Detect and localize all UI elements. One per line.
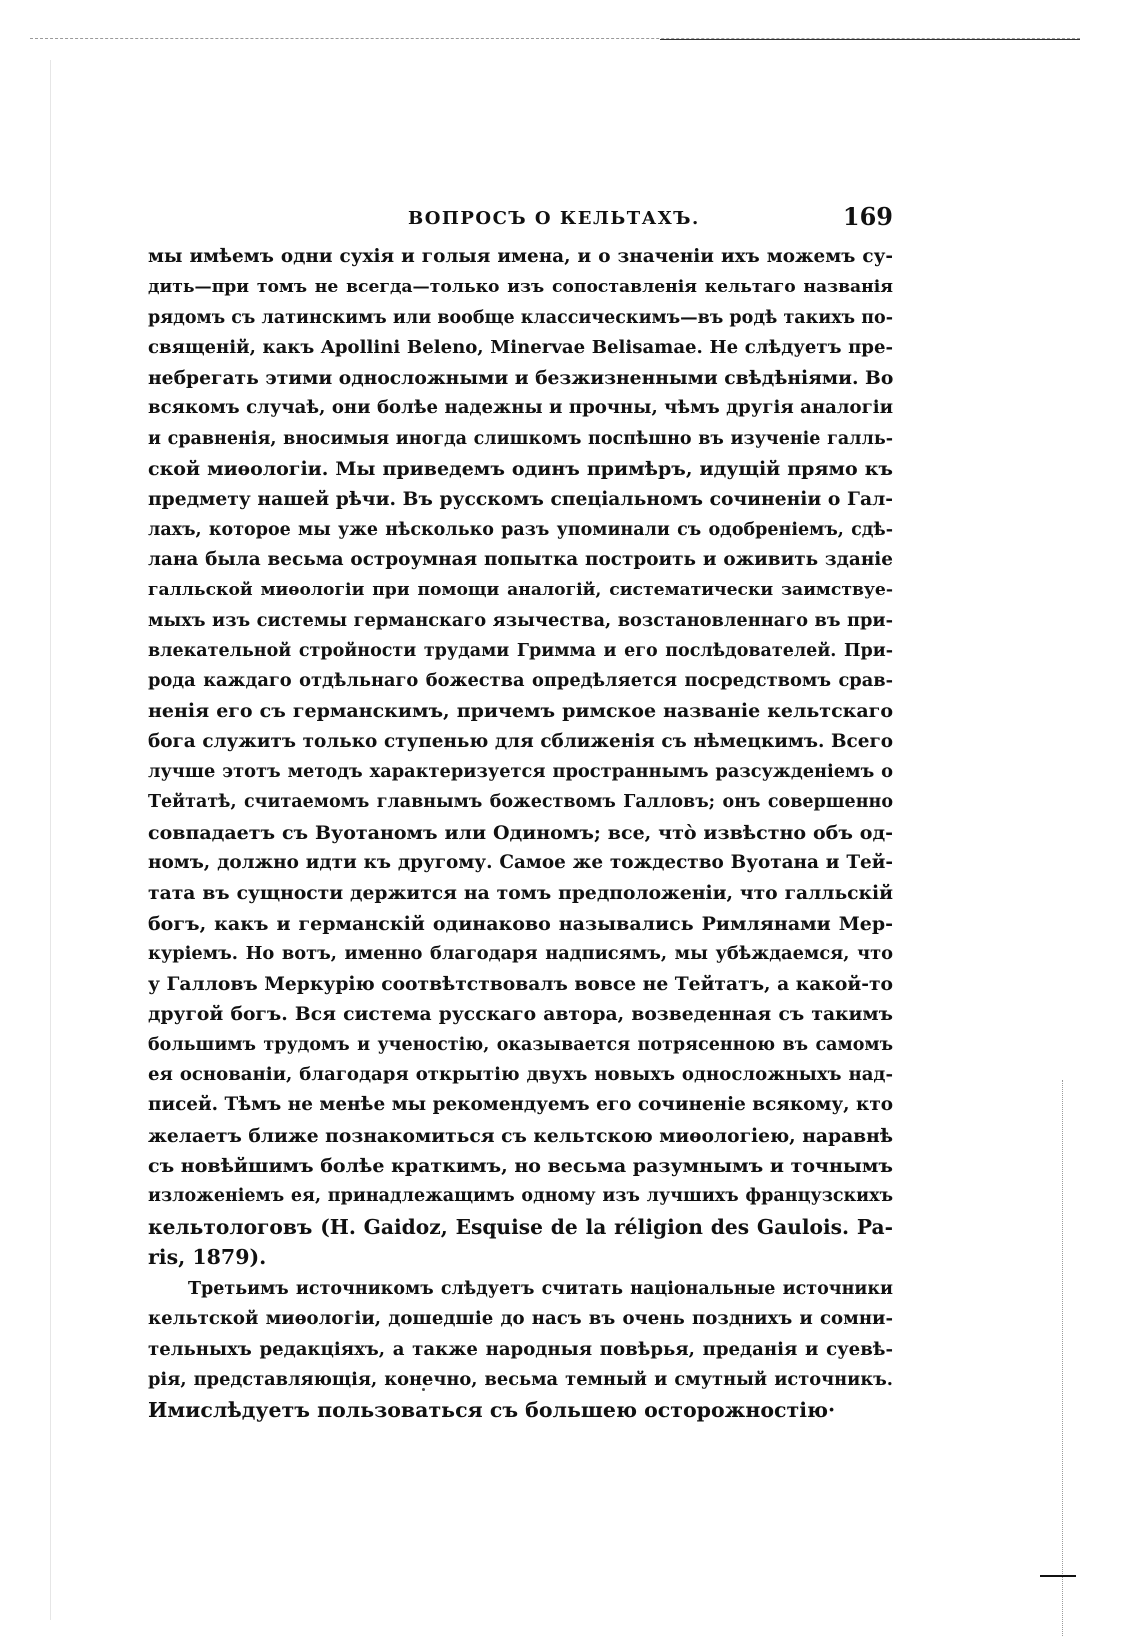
text-line: Имислѣдуетъ пользоваться съ большею осторожностію· xyxy=(148,1398,836,1423)
text-line: бога служитъ только ступенью для сближенія съ нѣмецкимъ. Всего xyxy=(148,730,893,752)
text-line: предмету нашей рѣчи. Въ русскомъ спеціальномъ сочиненіи о Гал- xyxy=(148,488,893,511)
text-line: Третьимъ источникомъ слѣдуетъ считать національные источники xyxy=(188,1279,893,1300)
text-line: богъ, какъ и германскій одинаково назывались Римлянами Мер- xyxy=(148,912,893,935)
text-line: номъ, должно идти къ другому. Самое же тождество Вуотана и Тей- xyxy=(148,851,893,873)
text-line: куріемъ. Но вотъ, именно благодаря надписямъ, мы убѣждаемся, что xyxy=(148,942,893,964)
text-line: съ новѣйшимъ болѣе краткимъ, но весьма разумнымъ и точнымъ xyxy=(148,1154,893,1177)
text-line: кельтологовъ (H. Gaidoz, Esquise de la réligion des Gaulois. Pa- xyxy=(148,1214,893,1239)
text-line: лучше этотъ методъ характеризуется пространнымъ разсужденіемъ о xyxy=(148,761,893,783)
scan-left-edge xyxy=(50,60,51,1620)
text-line: большимъ трудомъ и ученостію, оказывается потрясенною въ самомъ xyxy=(148,1034,893,1055)
book-page xyxy=(148,198,893,1426)
text-line: мыхъ изъ системы германскаго язычества, возстановленнаго въ при- xyxy=(148,609,893,631)
page-number: 169 xyxy=(842,202,893,231)
text-line: рядомъ съ латинскимъ или вообще классическимъ—въ родѣ такихъ по- xyxy=(148,307,893,328)
text-line: тата въ сущности держится на томъ предположеніи, что галльскій xyxy=(148,882,893,905)
text-line: ской миѳологіи. Мы приведемъ одинъ примѣръ, идущій прямо къ xyxy=(148,458,893,481)
text-line: священій, какъ Apollini Beleno, Minervae Belisamae. Не слѣдуетъ пре- xyxy=(148,336,893,358)
text-line: и сравненія, вносимыя иногда слишкомъ поспѣшно въ изученіе галль- xyxy=(148,428,893,449)
text-line: рода каждаго отдѣльнаго божества опредѣляется посредствомъ срав- xyxy=(148,670,893,692)
text-line: ris, 1879). xyxy=(148,1244,267,1269)
text-line: лахъ, которое мы уже нѣсколько разъ упоминали съ одобреніемъ, сдѣ- xyxy=(148,519,893,540)
text-line: ненія его съ германскимъ, причемъ римское названіе кельтскаго xyxy=(148,700,893,723)
text-line: лана была весьма остроумная попытка построить и оживить зданіе xyxy=(148,548,893,570)
scan-right-edge xyxy=(1062,1080,1063,1636)
text-line: ея основаніи, благодаря открытію двухъ новыхъ односложныхъ над- xyxy=(148,1064,893,1086)
running-head xyxy=(148,198,893,242)
text-line: галльской миѳологіи при помощи аналогій, систематически заимствуе- xyxy=(148,580,893,601)
text-line: рія, представляющія, конечно, весьма темный и смутный источникъ. xyxy=(148,1368,893,1390)
scan-top-edge-solid xyxy=(660,39,1080,40)
text-line: тельныхъ редакціяхъ, а также народныя повѣрья, преданія и суевѣ- xyxy=(148,1338,893,1360)
text-line: писей. Тѣмъ не менѣе мы рекомендуемъ его сочиненіе всякому, кто xyxy=(148,1094,893,1116)
scan-edge-dash xyxy=(1040,1575,1076,1577)
text-line: кельтской миѳологіи, дошедшіе до насъ въ очень позднихъ и сомни- xyxy=(148,1308,893,1330)
text-line: небрегать этими односложными и безжизненными свѣдѣніями. Во xyxy=(148,367,893,390)
text-line: другой богъ. Вся система русскаго автора, возведенная съ такимъ xyxy=(148,1003,893,1026)
running-head-title: ВОПРОСЪ О КЕЛЬТАХЪ. xyxy=(408,208,700,229)
paragraph-2 xyxy=(148,1274,893,1425)
text-line: мы имѣемъ одни сухія и голыя имена, и о значеніи ихъ можемъ су- xyxy=(148,246,893,267)
text-line: дить—при томъ не всегда—только изъ сопоставленія кельтаго названія xyxy=(148,277,893,298)
text-line: влекательной стройности трудами Гримма и его послѣдователей. При- xyxy=(148,640,893,661)
paragraph-1 xyxy=(148,242,893,1272)
text-line: совпадаетъ съ Вуотаномъ или Одиномъ; все, что̀ извѣстно объ од- xyxy=(148,821,893,844)
text-line: у Галловъ Меркурію соотвѣтствовалъ вовсе не Тейтатъ, а какой-то xyxy=(148,973,893,996)
text-line: желаетъ ближе познакомиться съ кельтскою миѳологіею, наравнѣ xyxy=(148,1124,893,1147)
text-line: Тейтатѣ, считаемомъ главнымъ божествомъ Галловъ; онъ совершенно xyxy=(148,792,893,813)
text-line: всякомъ случаѣ, они болѣе надежны и прочны, чѣмъ другія аналогіи xyxy=(148,397,893,419)
text-line: изложеніемъ ея, принадлежащимъ одному изъ лучшихъ французскихъ xyxy=(148,1186,893,1207)
